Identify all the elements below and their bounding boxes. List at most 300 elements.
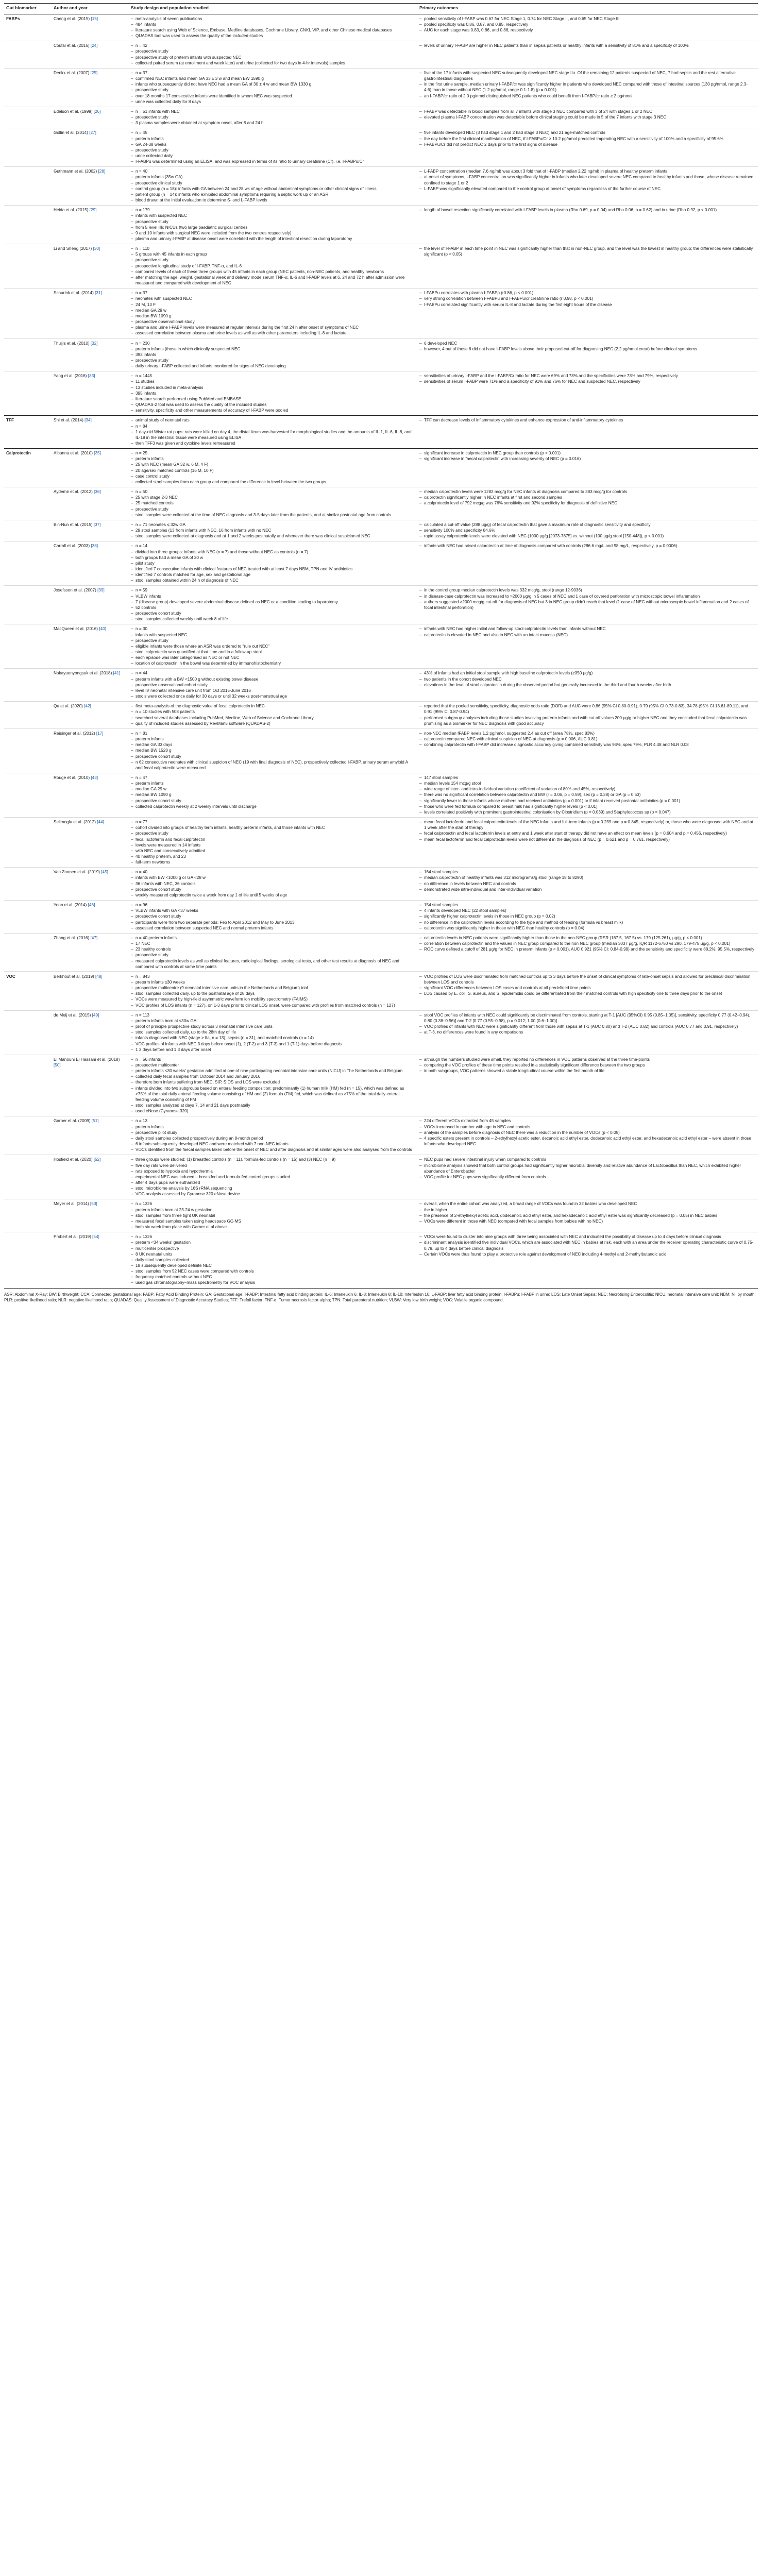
list-item: – first meta-analysis of the diagnostic value of fecal calprotectin in NEC [131, 703, 414, 709]
outcomes-cell-list [419, 703, 755, 726]
list-item: – I-FABPu correlates with plasma I-FABPp (r0.86, p < 0.001) [419, 290, 755, 296]
author-name: Derikx et al. (2007) [54, 70, 90, 75]
design-cell [129, 773, 417, 817]
list-item: – n = 50 [131, 489, 414, 495]
list-item: – elevations in the level of stool calprotectin during the observed period but generally increased in the third and fourth weeks after birth [419, 682, 755, 688]
design-cell-list [131, 1012, 414, 1053]
list-item: – infants with suspected NEC [131, 213, 414, 218]
table-row [4, 868, 758, 901]
author-cell [52, 1116, 129, 1155]
list-item: – 5 groups with 45 infants in each group [131, 251, 414, 257]
list-item: – n = 56 infants [131, 1057, 414, 1062]
list-item: – each episode was later categorised as NEC or not NEC [131, 655, 414, 660]
biomarker-cell [4, 702, 52, 729]
list-item: – prospective study [131, 506, 414, 512]
author-cell [52, 41, 129, 69]
outcomes-cell [417, 1010, 758, 1055]
list-item: – VOCs were found to cluster into nine groups with three being associated with NEC and indicated the possibility of disease up to 4 days before clinical diagnosis [419, 1234, 755, 1240]
list-item: – after matching the age, weight, gestational week and delivery mode serum TNF-α, IL-6 and I-FABP levels at 6, 24 and 72 h after admission were measured and compared with development of NEC [131, 275, 414, 286]
table-row [4, 416, 758, 449]
design-cell [129, 416, 417, 449]
list-item: – sensitivity 100% and specificity 84.6% [419, 528, 755, 533]
design-cell [129, 1116, 417, 1155]
list-item: – n = 843 [131, 974, 414, 979]
design-cell-list [131, 1057, 414, 1114]
design-cell [129, 107, 417, 128]
author-cell [52, 901, 129, 934]
design-cell [129, 244, 417, 289]
list-item: – 6 infants subsequently developed NEC and were matched with 7 non-NEC infants [131, 1141, 414, 1147]
list-item: – pilot study [131, 561, 414, 566]
table-row [4, 487, 758, 520]
list-item: – ROC curve defined a cutoff of 281 μg/g for NEC in preterm infants (p < 0.001), AUC 0.921 (95% CI: 0.84-0.99) and the sensitivity and specificity were 88.2%, 95.5%, respectively [419, 946, 755, 952]
biomarker-cell [4, 206, 52, 244]
list-item: – measured fecal samples taken using headspace GC-MS [131, 1218, 414, 1224]
list-item: – calprotectin compared NEC with clinical suspicion of NEC at diagnosis (p = 0.006, AUC 0.81) [419, 736, 755, 742]
design-cell [129, 1055, 417, 1116]
outcomes-cell [417, 107, 758, 128]
biomarker-cell [4, 624, 52, 669]
header-gut-biomarker: Gut biomarker [4, 4, 52, 14]
citation-link[interactable]: [28] [98, 169, 106, 174]
author-cell [52, 1155, 129, 1199]
biomarker-cell: VOC [4, 972, 52, 1010]
author-cell [52, 702, 129, 729]
outcomes-cell-list [419, 341, 755, 352]
list-item: – calprotectin levels in NEC patients were significantly higher than those in the non-NEC group (RSR (167.5, 167.5) vs. 179 (125.261), μg/g, p < 0.001) [419, 935, 755, 941]
list-item: – L-FABP concentration (median 7.6 ng/ml) was about 3 fold that of I-FABP (median 2.22 ng/ml) in plasma of healthy preterm infants [419, 168, 755, 174]
citation-link[interactable]: [30] [93, 246, 100, 251]
author-cell [52, 206, 129, 244]
list-item: – n = 25 [131, 450, 414, 456]
author-cell [52, 728, 129, 773]
list-item: – there was no significant correlation between calprotectin and BW (r = 0.06, p = 0.59), sex (p = 0.38) or GA (p = 0.53) [419, 792, 755, 798]
outcomes-cell [417, 933, 758, 972]
list-item: – both six week from place with Garner et al above [131, 1224, 414, 1230]
outcomes-cell-list [419, 130, 755, 147]
design-cell-list [131, 1118, 414, 1153]
list-item: – full-term newborns [131, 859, 414, 865]
outcomes-cell [417, 371, 758, 416]
outcomes-cell-list [419, 450, 755, 462]
list-item: – in the control group median calprotectin levels was 332 mcg/g, stool (range 12-9036) [419, 587, 755, 593]
list-item: – median GA 29 w [131, 308, 414, 313]
list-item: – preterm <34 weeks' gestation [131, 1240, 414, 1245]
table-row [4, 702, 758, 729]
table-row [4, 773, 758, 817]
biomarker-cell [4, 338, 52, 371]
table-row [4, 1116, 758, 1155]
list-item: – Certain VOCs were thus found to play a protective role against development of NEC including 4-methyl and 2-methylbutanoic acid [419, 1251, 755, 1257]
design-cell [129, 901, 417, 934]
design-cell [129, 624, 417, 669]
design-cell-list [131, 869, 414, 898]
author-cell [52, 520, 129, 541]
biomarker-cell [4, 520, 52, 541]
list-item: – significant increase in faecal calprotectin with increasing severity of NEC (p = 0.016) [419, 456, 755, 462]
design-cell-list [131, 670, 414, 699]
design-cell-list [131, 1157, 414, 1197]
citation-link[interactable]: [17] [96, 731, 104, 736]
list-item: – confirmed NEC infants had mean GA 33 ± 3 w and mean BW 1590 g [131, 76, 414, 81]
outcomes-cell [417, 624, 758, 669]
list-item: – 18 subsequently developed definite NEC [131, 1263, 414, 1268]
citation-link[interactable]: [24] [90, 43, 98, 48]
list-item: – collected stool samples from each group and compared the difference in level between the two groups [131, 479, 414, 485]
list-item: – collected daily fecal samples from October 2014 and January 2016 [131, 1074, 414, 1079]
list-item: – discriminant analysis identified five individual VOCs, which are associated with NEC in babies at risk, each with an area under the receiver operating characteristic curve of 0.75-0.79, up to 4 days before clinical diagnosis [419, 1240, 755, 1251]
list-item: – n = 110 [131, 246, 414, 251]
design-cell [129, 868, 417, 901]
design-cell-list [131, 168, 414, 203]
list-item: – n = 44 [131, 670, 414, 676]
citation-link[interactable]: [44] [97, 820, 104, 825]
design-cell-list [131, 70, 414, 105]
list-item: – prospective study of preterm infants with suspected NEC [131, 55, 414, 60]
author-cell [52, 289, 129, 338]
list-item: – used gas chromatography–mass spectrometry for VOC analysis [131, 1280, 414, 1285]
table-row [4, 669, 758, 702]
table-row [4, 541, 758, 586]
list-item: – pooled sensitivity of I-FABP was 0.67 for NEC Stage 1, 0.74 for NEC Stage II, and 0.65 for NEC Stage III [419, 16, 755, 22]
citation-link[interactable]: [43] [91, 775, 98, 780]
list-item: – VOCs were measured by high-field asymmetric waveform ion mobility spectrometry (FAIMS) [131, 996, 414, 1002]
biomarker-cell [4, 244, 52, 289]
outcomes-cell [417, 244, 758, 289]
author-name: Zhang et al. (2016) [54, 935, 90, 940]
list-item: – 17 NEC [131, 941, 414, 946]
citation-link[interactable]: [33] [88, 374, 95, 379]
citation-link[interactable]: [34] [84, 418, 92, 423]
list-item: – VOC profiles of infants with NEC were significantly different from those with sepsis at T-1 (AUC 0.80) and T-2 (AUC 0.82) and controls (AUC 0.77 and 0.91, respectively) [419, 1024, 755, 1029]
design-cell [129, 41, 417, 69]
table-row [4, 624, 758, 669]
list-item: – prospective cohort study [131, 887, 414, 892]
list-item: – at onset of symptoms, I-FABP concentration was significantly higher in infants who later developed severe NEC compared to healthy infants and those, whose disease remained confined to stage 1 or 2 [419, 174, 755, 185]
table-row [4, 933, 758, 972]
list-item: – VOC profiles of LOS infants (n = 127), on 1-3 days prior to clinical LOS onset, were compared with profiles from matched controls (n = 127) [131, 1003, 414, 1008]
list-item: – five infants developed NEC (3 had stage 1 and 2 had stage 3 NEC) and 21 age-matched controls [419, 130, 755, 135]
biomarker-cell [4, 1232, 52, 1288]
list-item: – in disease-case calprotectin was increased to >2000 μg/g in 5 cases of NEC and 1 case of covered perforation with microscopic bowel inflammation [419, 594, 755, 599]
list-item: – I-FABP was detectable in blood samples from all 7 infants with stage 3 NEC compared with 3 of 24 with stages 1 or 2 NEC [419, 109, 755, 114]
list-item: – preterm infants <30 weeks' gestation admitted at one of nine participating neonatal intensive care units (NICU) in The Netherlands and Belgium [131, 1068, 414, 1074]
outcomes-cell-list [419, 1201, 755, 1224]
list-item: – GA 24-38 weeks [131, 142, 414, 147]
outcomes-cell [417, 338, 758, 371]
list-item: – VOCs identified from the faecal samples taken before the onset of NEC and after diagnosis and at similar ages were also analysed from the controls [131, 1147, 414, 1153]
list-item: – n = 14 [131, 543, 414, 549]
outcomes-cell [417, 68, 758, 107]
list-item: – preterm infants born at 23-24 w gestation [131, 1207, 414, 1213]
table-row [4, 68, 758, 107]
list-item: – level IV neonatal intensive care unit from Oct 2015-June 2016 [131, 688, 414, 693]
list-item: – preterm infants [131, 456, 414, 462]
author-name: Thuijls et al. (2010) [54, 341, 90, 346]
list-item: – n = 71 neonates ≤ 32w GA [131, 522, 414, 528]
citation-link[interactable]: [46] [88, 903, 95, 908]
list-item: – VOC profiles of infants with NEC 3 days before onset (1), 2 (T-2) and 3 (T-3) and 1 (T-1) days before diagnosis [131, 1041, 414, 1047]
biomarker-cell [4, 128, 52, 167]
citation-link[interactable]: [15] [91, 16, 98, 21]
design-cell-list [131, 1201, 414, 1230]
list-item: – preterm infants born at ≤30w GA [131, 1018, 414, 1024]
design-cell [129, 702, 417, 729]
list-item: – VLBW infants with GA <37 weeks [131, 908, 414, 913]
author-cell [52, 972, 129, 1010]
list-item: – collected paired serum (at enrollment and week later) and urine (collected for two days in 4-hr intervals) samples [131, 60, 414, 66]
list-item: – median BW 1090 g [131, 313, 414, 319]
list-item: – n = 40 preterm infants [131, 935, 414, 941]
list-item: – three groups were studied: (1) breastfed controls (n = 11), formula-fed controls (n = 15) and (3) NEC (n = 9) [131, 1157, 414, 1162]
list-item: – participants were from two separate periods: Feb to April 2012 and May to June 2013 [131, 920, 414, 925]
list-item: – weekly measured calprotectin twice a week from day 1 of life until 5 weeks of age [131, 892, 414, 898]
design-cell-list [131, 130, 414, 164]
list-item: – 23 healthy controls [131, 946, 414, 952]
list-item: – TFF can decrease levels of inflammatory cytokines and enhance expression of anti-inflammatory cytokines [419, 417, 755, 423]
header-study-design: Study design and population studied [129, 4, 417, 14]
outcomes-cell-list [419, 1012, 755, 1036]
outcomes-cell-list [419, 246, 755, 257]
list-item: – identified 7 controls matched for age, sex and gestational age [131, 572, 414, 578]
list-item: – stool samples from 52 NEC cases were compared with controls [131, 1268, 414, 1274]
list-item: – mean fecal lactoferrin and fecal calprotectin levels of the NEC infants and full-term infants (p = 0.239 and p = 0.845, respectively) or, those who were diagnosed with NEC and at 1 week after the start of therapy [419, 819, 755, 831]
outcomes-cell-list [419, 1234, 755, 1257]
list-item: – analysis of the samples before diagnosis of NEC there was a reduction in the number of VOCs (p < 0.05) [419, 1130, 755, 1136]
table-row [4, 41, 758, 69]
list-item: – preterm infants [131, 1124, 414, 1130]
citation-link[interactable]: [25] [90, 70, 98, 75]
list-item: – divided into three groups: infants with NEC (n = 7) and those without NEC as controls (n = 7) [131, 549, 414, 555]
list-item: – prospective clinical study [131, 180, 414, 186]
citation-link[interactable]: [53] [90, 1201, 97, 1207]
outcomes-cell [417, 818, 758, 868]
list-item: – preterm infants [131, 136, 414, 142]
author-cell [52, 1055, 129, 1116]
list-item: – QUADAS-2 tool was used to assess the quality of the included studies [131, 402, 414, 408]
list-item: – 29 stool samples (13 from infants with NEC, 16 from infants with no NEC [131, 528, 414, 533]
citation-link[interactable]: [48] [95, 974, 103, 979]
list-item: – infants who subsequently did not have NEC had a mean GA of 30 ± 4 w and mean BW 1330 g [131, 81, 414, 87]
biomarker-cell [4, 487, 52, 520]
author-cell [52, 1010, 129, 1055]
list-item: – prospective study [131, 358, 414, 363]
author-cell [52, 68, 129, 107]
design-cell-list [131, 43, 414, 66]
design-cell-list [131, 819, 414, 865]
list-item: – neonates with suspected NEC [131, 296, 414, 301]
author-cell [52, 371, 129, 416]
outcomes-cell-list [419, 168, 755, 192]
table-row [4, 449, 758, 487]
list-item: – after 4 days pups were euthanized [131, 1180, 414, 1185]
author-name: Berkhout et al. (2019) [54, 974, 94, 979]
table-row [4, 244, 758, 289]
list-item: – prospective study [131, 638, 414, 643]
table-row [4, 972, 758, 1010]
list-item: – n = 51 infants with NEC [131, 109, 414, 114]
outcomes-cell [417, 1155, 758, 1199]
citation-link[interactable]: [49] [92, 1012, 99, 1018]
list-item: – calculated a cut-off value (288 μg/g) of fecal calprotectin that gave a maximum rate of diagnostic sensitivity and specificity [419, 522, 755, 528]
list-item: – prospective study [131, 257, 414, 263]
design-cell [129, 338, 417, 371]
author-name: Li and Sheng (2017) [54, 246, 92, 251]
list-item: – 1 3 days before and 1 3 days after onset [131, 1047, 414, 1053]
list-item: – non-NEC median fFABP levels 1.2 pg/nmol, suggested 2.4 as cut off (area 78%, spec 83%) [419, 731, 755, 736]
list-item: – blood drawn at the initial evaluation to determine S- and L-FABP levels [131, 197, 414, 203]
biomarker-cell [4, 868, 52, 901]
citation-link[interactable]: [36] [94, 489, 101, 495]
biomarker-cell [4, 41, 52, 69]
outcomes-cell-list [419, 731, 755, 748]
list-item: – NEC pups had severe intestinal injury when compared to controls [419, 1157, 755, 1162]
list-item: – proof of principle prospective study across 3 neonatal intensive care units [131, 1024, 414, 1029]
list-item: – eligible infants were those where an ASR was ordered to "rule out NEC" [131, 643, 414, 649]
outcomes-cell [417, 206, 758, 244]
list-item: – 52 controls [131, 605, 414, 611]
citation-link[interactable]: [52] [93, 1157, 101, 1162]
outcomes-cell-list [419, 670, 755, 687]
outcomes-cell [417, 1232, 758, 1288]
author-cell [52, 107, 129, 128]
citation-link[interactable]: [50] [54, 1063, 61, 1067]
citation-link[interactable]: [45] [101, 870, 108, 875]
citation-link[interactable]: [47] [90, 935, 98, 940]
list-item: – two patients in the cohort developed NEC [419, 676, 755, 682]
list-item: – 147 stool samples [419, 775, 755, 781]
citation-link[interactable]: [51] [91, 1118, 99, 1124]
author-cell [52, 487, 129, 520]
biomarker-cell [4, 586, 52, 624]
list-item: – 20 age/sex matched controls (16 M, 10 F) [131, 468, 414, 473]
list-item: – with NEC and consecutively admitted [131, 848, 414, 854]
list-item: – stool samples were collected at diagnosis and at 1 and 2 weeks postnatally and whenever there was clinical suspicion of NEC [131, 533, 414, 539]
author-cell [52, 818, 129, 868]
list-item: – from 5 level IIIc NICUs (two large paediatric surgical centres [131, 225, 414, 230]
outcomes-cell [417, 586, 758, 624]
list-item: – 4 infants developed NEC (22 stool samples) [419, 908, 755, 913]
list-item: – at T-3, no differences were found in any comparisons [419, 1029, 755, 1035]
list-item: – an I-FABP/cr ratio of 2.0 pg/nmol distinguished NEC patients who could benefit from I-FABP/cr ratio ≥ 2 pg/nmol [419, 93, 755, 99]
biomarker-cell [4, 901, 52, 934]
citation-link[interactable]: [39] [97, 588, 105, 593]
citation-link[interactable]: [38] [91, 544, 98, 549]
outcomes-cell [417, 541, 758, 586]
list-item: – prospective study [131, 114, 414, 120]
list-item: – compared levels of each of these three groups with 45 infants in each group (NEC patients, non-NEC patients, and healthy newborns [131, 269, 414, 275]
author-cell [52, 541, 129, 586]
design-cell-list [131, 290, 414, 336]
list-item: – n 62 consecutive neonates with clinical suspicion of NEC (19 with final diagnosis of NEC), prospectively collected I-FABP, urinary serum amyloid A and fecal calprotectin were measured [131, 759, 414, 771]
outcomes-cell [417, 487, 758, 520]
author-name: Qu et al. (2020) [54, 704, 83, 709]
outcomes-cell [417, 972, 758, 1010]
list-item: – fecal lactoferrin and fecal calprotectin [131, 837, 414, 842]
list-item: – prospective study [131, 831, 414, 836]
outcomes-cell [417, 167, 758, 206]
biomarker-cell [4, 167, 52, 206]
list-item: – 4 specific esters present in controls – 2-ethylhexyl acetic ester, decanoic acid ethyl ester, dodecanoic acid ethyl ester, and hexadecanoic acid ethyl ester – were absent in those infants who developed NEC [419, 1136, 755, 1147]
list-item: – sensitivity, specificity and other measurements of accuracy of I-FABP were pooled [131, 408, 414, 413]
list-item: – authors suggested >2000 mcg/g cut-off for diagnosis of NEC but 3 in NEC group didn't reach that level (1 case of NEC without microscopic bowel inflammation and 2 cases of focal intestinal perforation) [419, 599, 755, 611]
list-item: – multicenter prospective [131, 1246, 414, 1251]
citation-link[interactable]: [26] [93, 109, 101, 114]
list-item: – VOC profile for NEC pups was significantly different from controls [419, 1174, 755, 1180]
list-item: – 24 M, 13 F [131, 302, 414, 308]
list-item: – experimental NEC was induced – breastfed and formula-fed control groups studied [131, 1174, 414, 1180]
citation-link[interactable]: [41] [113, 671, 121, 676]
citation-link[interactable]: [37] [93, 522, 101, 527]
design-cell [129, 933, 417, 972]
design-cell-list [131, 902, 414, 931]
citation-link[interactable]: [54] [92, 1234, 99, 1240]
list-item: – reported that the pooled sensitivity, specificity, diagnostic odds ratio (DOR) and AUC were 0.86 (95% CI 0.80-0.91), 0.79 (95% CI 0.73-0.83), 34.78 (95% CI 13.61-89.11), and 0.91 (95% CI 0.87-0.94) [419, 703, 755, 715]
biomarker-cell [4, 68, 52, 107]
citation-link[interactable]: [29] [89, 208, 97, 213]
outcomes-cell-list [419, 207, 755, 213]
list-item: – I-FABPu was determined using an ELISA, and was expressed in terms of its ratio to urinary creatinine (Cr), i.e. I-FABPu/Cr [131, 159, 414, 164]
author-name: Selimoglu et al. (2012) [54, 820, 96, 825]
list-item: – the level of I-FABP in each time point in NEC was significantly higher than that in non-NEC group, and the level was the lowest in healthy group; the differences were statistically significant (p < 0.05) [419, 246, 755, 257]
list-item: – sensitivities of serum I-FABP were 71% and a specificity of 91% and 76% for NEC and suspected NEC, respectively [419, 379, 755, 384]
list-item: – comparing the VOC profiles of these time points resulted in a statistically significant difference between the two groups [419, 1062, 755, 1068]
author-cell [52, 933, 129, 972]
list-item: – five of the 17 infants with suspected NEC subsequently developed NEC stage IIa. Of the remaining 12 patients suspected of NEC, 7 had sepsis and the rest alternative gastrointestinal diagnoses [419, 70, 755, 81]
author-cell [52, 167, 129, 206]
author-name: Nakayuenyongsuk et al. (2018) [54, 671, 112, 676]
citation-link[interactable]: [27] [89, 130, 96, 135]
outcomes-cell [417, 1116, 758, 1155]
citation-link[interactable]: [40] [99, 626, 106, 632]
table-row [4, 1055, 758, 1116]
citation-link[interactable]: [32] [90, 341, 98, 346]
list-item: – levels were measured in 14 infants [131, 842, 414, 848]
citation-link[interactable]: [35] [94, 451, 101, 456]
design-cell-list [131, 1234, 414, 1285]
biomarker-cell [4, 371, 52, 416]
citation-link[interactable]: [42] [84, 704, 91, 709]
list-item: – 25 with NEC (mean GA 32 w, 6 M, 4 F) [131, 462, 414, 467]
header-primary-outcomes: Primary outcomes [417, 4, 758, 14]
list-item: – daily urinary I-FABP collected and infants monitored for signs of NEC developing [131, 363, 414, 369]
list-item: – length of bowel resection significantly correlated with I-FABP levels in plasma (Rho 0.69, p = 0.04) and Rho 0.06, p = 0.62) and in urine (Rho 0.92, p < 0.001) [419, 207, 755, 213]
outcomes-cell-list [419, 1157, 755, 1180]
list-item: – median GA 33 days [131, 742, 414, 748]
design-cell-list [131, 373, 414, 413]
design-cell-list [131, 489, 414, 518]
outcomes-cell [417, 728, 758, 773]
table-row [4, 1199, 758, 1232]
author-name: Carroll et al. (2003) [54, 544, 90, 549]
outcomes-cell [417, 449, 758, 487]
author-name: Aydemir et al. (2012) [54, 489, 93, 495]
list-item: – infants with suspected NEC [131, 632, 414, 638]
outcomes-cell-list [419, 869, 755, 892]
author-cell [52, 773, 129, 817]
list-item: – the day before the first clinical manifestation of NEC, if I-FABPu/Cr ≥ 10.2 pg/nmol predicted impending NEC with a sensitivity of 100% and a specificity of 95.6% [419, 136, 755, 142]
list-item: – location of calprotectin in the bowel was determined by immunohistochemistry [131, 660, 414, 666]
outcomes-cell-list [419, 290, 755, 307]
list-item: – mean fecal lactoferrin and fecal calprotectin levels were not different in the diagnosis of NEC (p = 0.621 and p = 0.761, respectively) [419, 837, 755, 842]
list-item: – median calprotectin of healthy infants was 312 micrograms/g stool (range 18 to 8290) [419, 875, 755, 880]
citation-link[interactable]: [31] [95, 291, 102, 296]
design-cell [129, 206, 417, 244]
list-item: – literature search using Web of Science, Embase, Medline databases, Cochrane Library, CNKI, VIP, and other Chinese medical databases [131, 27, 414, 33]
list-item: – preterm infants ≤30 weeks [131, 979, 414, 985]
list-item: – significant VOC differences between LOS cases and controls at all predefined time points [419, 985, 755, 991]
list-item: – infants divided into two subgroups based on enteral feeding composition: predominantly (1) human milk (HM) fed (n = 15), which was defined as >75% of the total daily enteral feeding volume consisting of HM and (2) formula (FM) fed, which was defined as >75% of the total daily enteral feeding volume consisting of FM [131, 1086, 414, 1103]
